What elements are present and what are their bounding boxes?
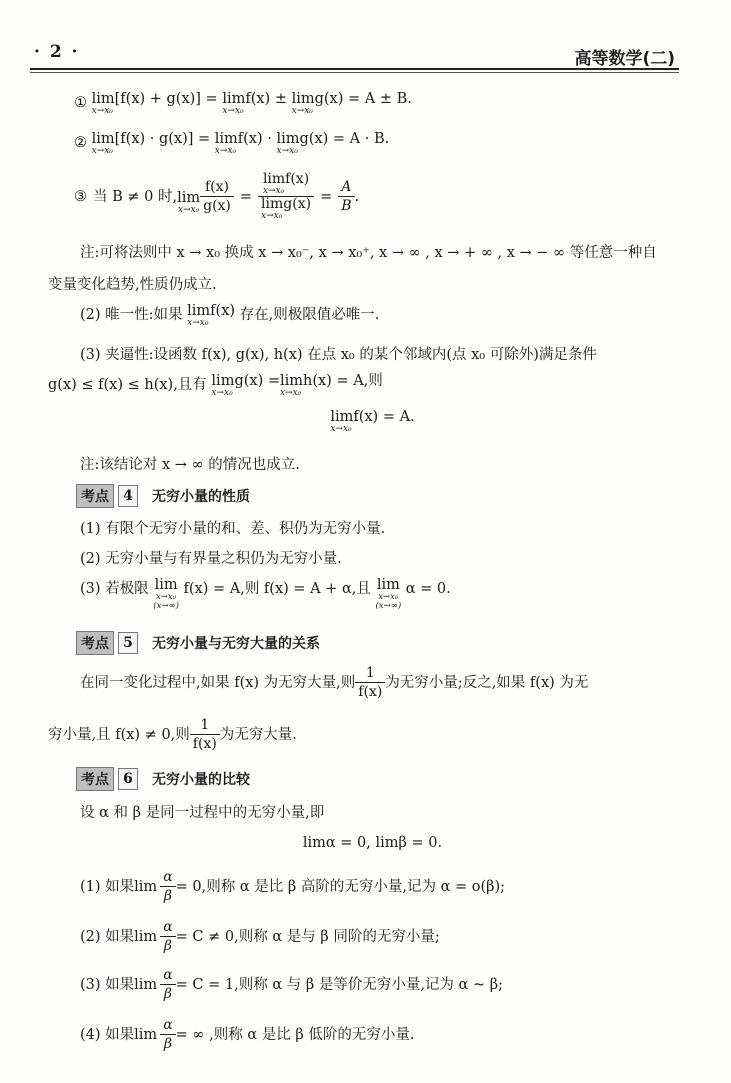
- section-title: 无穷小量的比较: [152, 772, 250, 788]
- kaodian-number: 4: [118, 485, 138, 507]
- kaodian-number: 5: [118, 632, 138, 654]
- book-title: 高等数学(二): [574, 49, 675, 69]
- note-infinity-case: 注:该结论对 x → ∞ 的情况也成立.: [80, 457, 300, 473]
- limit-rule-quotient: ③ 当 B ≠ 0 时, lim x→x₀ $\frac{f(x)}{g(x)}$ = limf(x) x→x₀ limg(x) x→x₀ = $\frac{A}{B}$ .: [74, 171, 360, 221]
- comparison-limits: limα = 0, limβ = 0.: [302, 835, 443, 851]
- infinitesimal-property-2: (2) 无穷小量与有界量之积仍为无穷小量.: [80, 551, 342, 567]
- reciprocal-relation: 在同一变化过程中,如果 f(x) 为无穷大量,则 $\frac{1}{f(x)}$ 为无穷小量;反之,如果 f(x) 为无: [80, 665, 589, 700]
- comparison-lower-order: (4) 如果 lim $\frac{\alpha}{\beta}$ = ∞ ,则称 α 是比 β 低阶的无穷小量.: [80, 1017, 415, 1052]
- section-title: 无穷小量的性质: [152, 489, 250, 505]
- header-rule: [30, 68, 679, 70]
- section-title: 无穷小量与无穷大量的关系: [152, 636, 320, 652]
- property-squeeze: (3) 夹逼性:设函数 f(x), g(x), h(x) 在点 x₀ 的某个邻域内(点 x₀ 可除外)满足条件: [80, 347, 597, 363]
- header-rule-thin: [30, 72, 679, 73]
- infinitesimal-property-3: (3) 若极限 lim x→x₀ (x→∞) f(x) = A,则 f(x) = A + α,且 lim x→x₀ (x→∞) α = 0.: [80, 577, 451, 611]
- squeeze-result: limf(x) = A. x→x₀: [330, 409, 415, 434]
- property-uniqueness: (2) 唯一性:如果 limf(x) x→x₀ 存在,则极限值必唯一.: [80, 303, 380, 328]
- page-number: · 2 ·: [34, 42, 80, 62]
- reciprocal-relation-cont: 穷小量,且 f(x) ≠ 0,则 $\frac{1}{f(x)}$ 为无穷大量.: [48, 717, 297, 752]
- section-heading-kaodian-4: [76, 484, 250, 508]
- note-variable-trend-cont: 变量变化趋势,性质仍成立.: [48, 277, 217, 293]
- limit-rule-sum: ① lim[f(x) + g(x)] = x→x₀ limf(x) ± x→x₀ limg(x) = A ± B. x→x₀: [74, 91, 412, 116]
- note-variable-trend: 注:可将法则中 x → x₀ 换成 x → x₀⁻, x → x₀⁺, x → ∞ , x → + ∞ , x → − ∞ 等任意一种自: [80, 245, 657, 261]
- section-heading-kaodian-6: [76, 767, 250, 791]
- section-heading-kaodian-5: [76, 631, 320, 655]
- comparison-same-order: (2) 如果 lim $\frac{\alpha}{\beta}$ = C ≠ 0,则称 α 是与 β 同阶的无穷小量;: [80, 919, 440, 954]
- comparison-equivalent: (3) 如果 lim $\frac{\alpha}{\beta}$ = C = 1,则称 α 与 β 是等价无穷小量,记为 α ~ β;: [80, 967, 503, 1002]
- kaodian-number: 6: [118, 768, 138, 790]
- comparison-higher-order: (1) 如果 lim $\frac{\alpha}{\beta}$ = 0,则称 α 是比 β 高阶的无穷小量,记为 α = o(β);: [80, 869, 506, 904]
- comparison-intro: 设 α 和 β 是同一过程中的无穷小量,即: [80, 805, 325, 821]
- kaodian-badge: 考点: [76, 767, 114, 791]
- limit-rule-product: ② lim[f(x) · g(x)] = x→x₀ limf(x) · x→x₀ limg(x) = A · B. x→x₀: [74, 131, 390, 156]
- property-squeeze-cond: g(x) ≤ f(x) ≤ h(x),且有 limg(x) = x→x₀ limh(x) = A,则 x→x₀: [48, 373, 383, 398]
- kaodian-badge: 考点: [76, 484, 114, 508]
- kaodian-badge: 考点: [76, 631, 114, 655]
- infinitesimal-property-1: (1) 有限个无穷小量的和、差、积仍为无穷小量.: [80, 521, 386, 537]
